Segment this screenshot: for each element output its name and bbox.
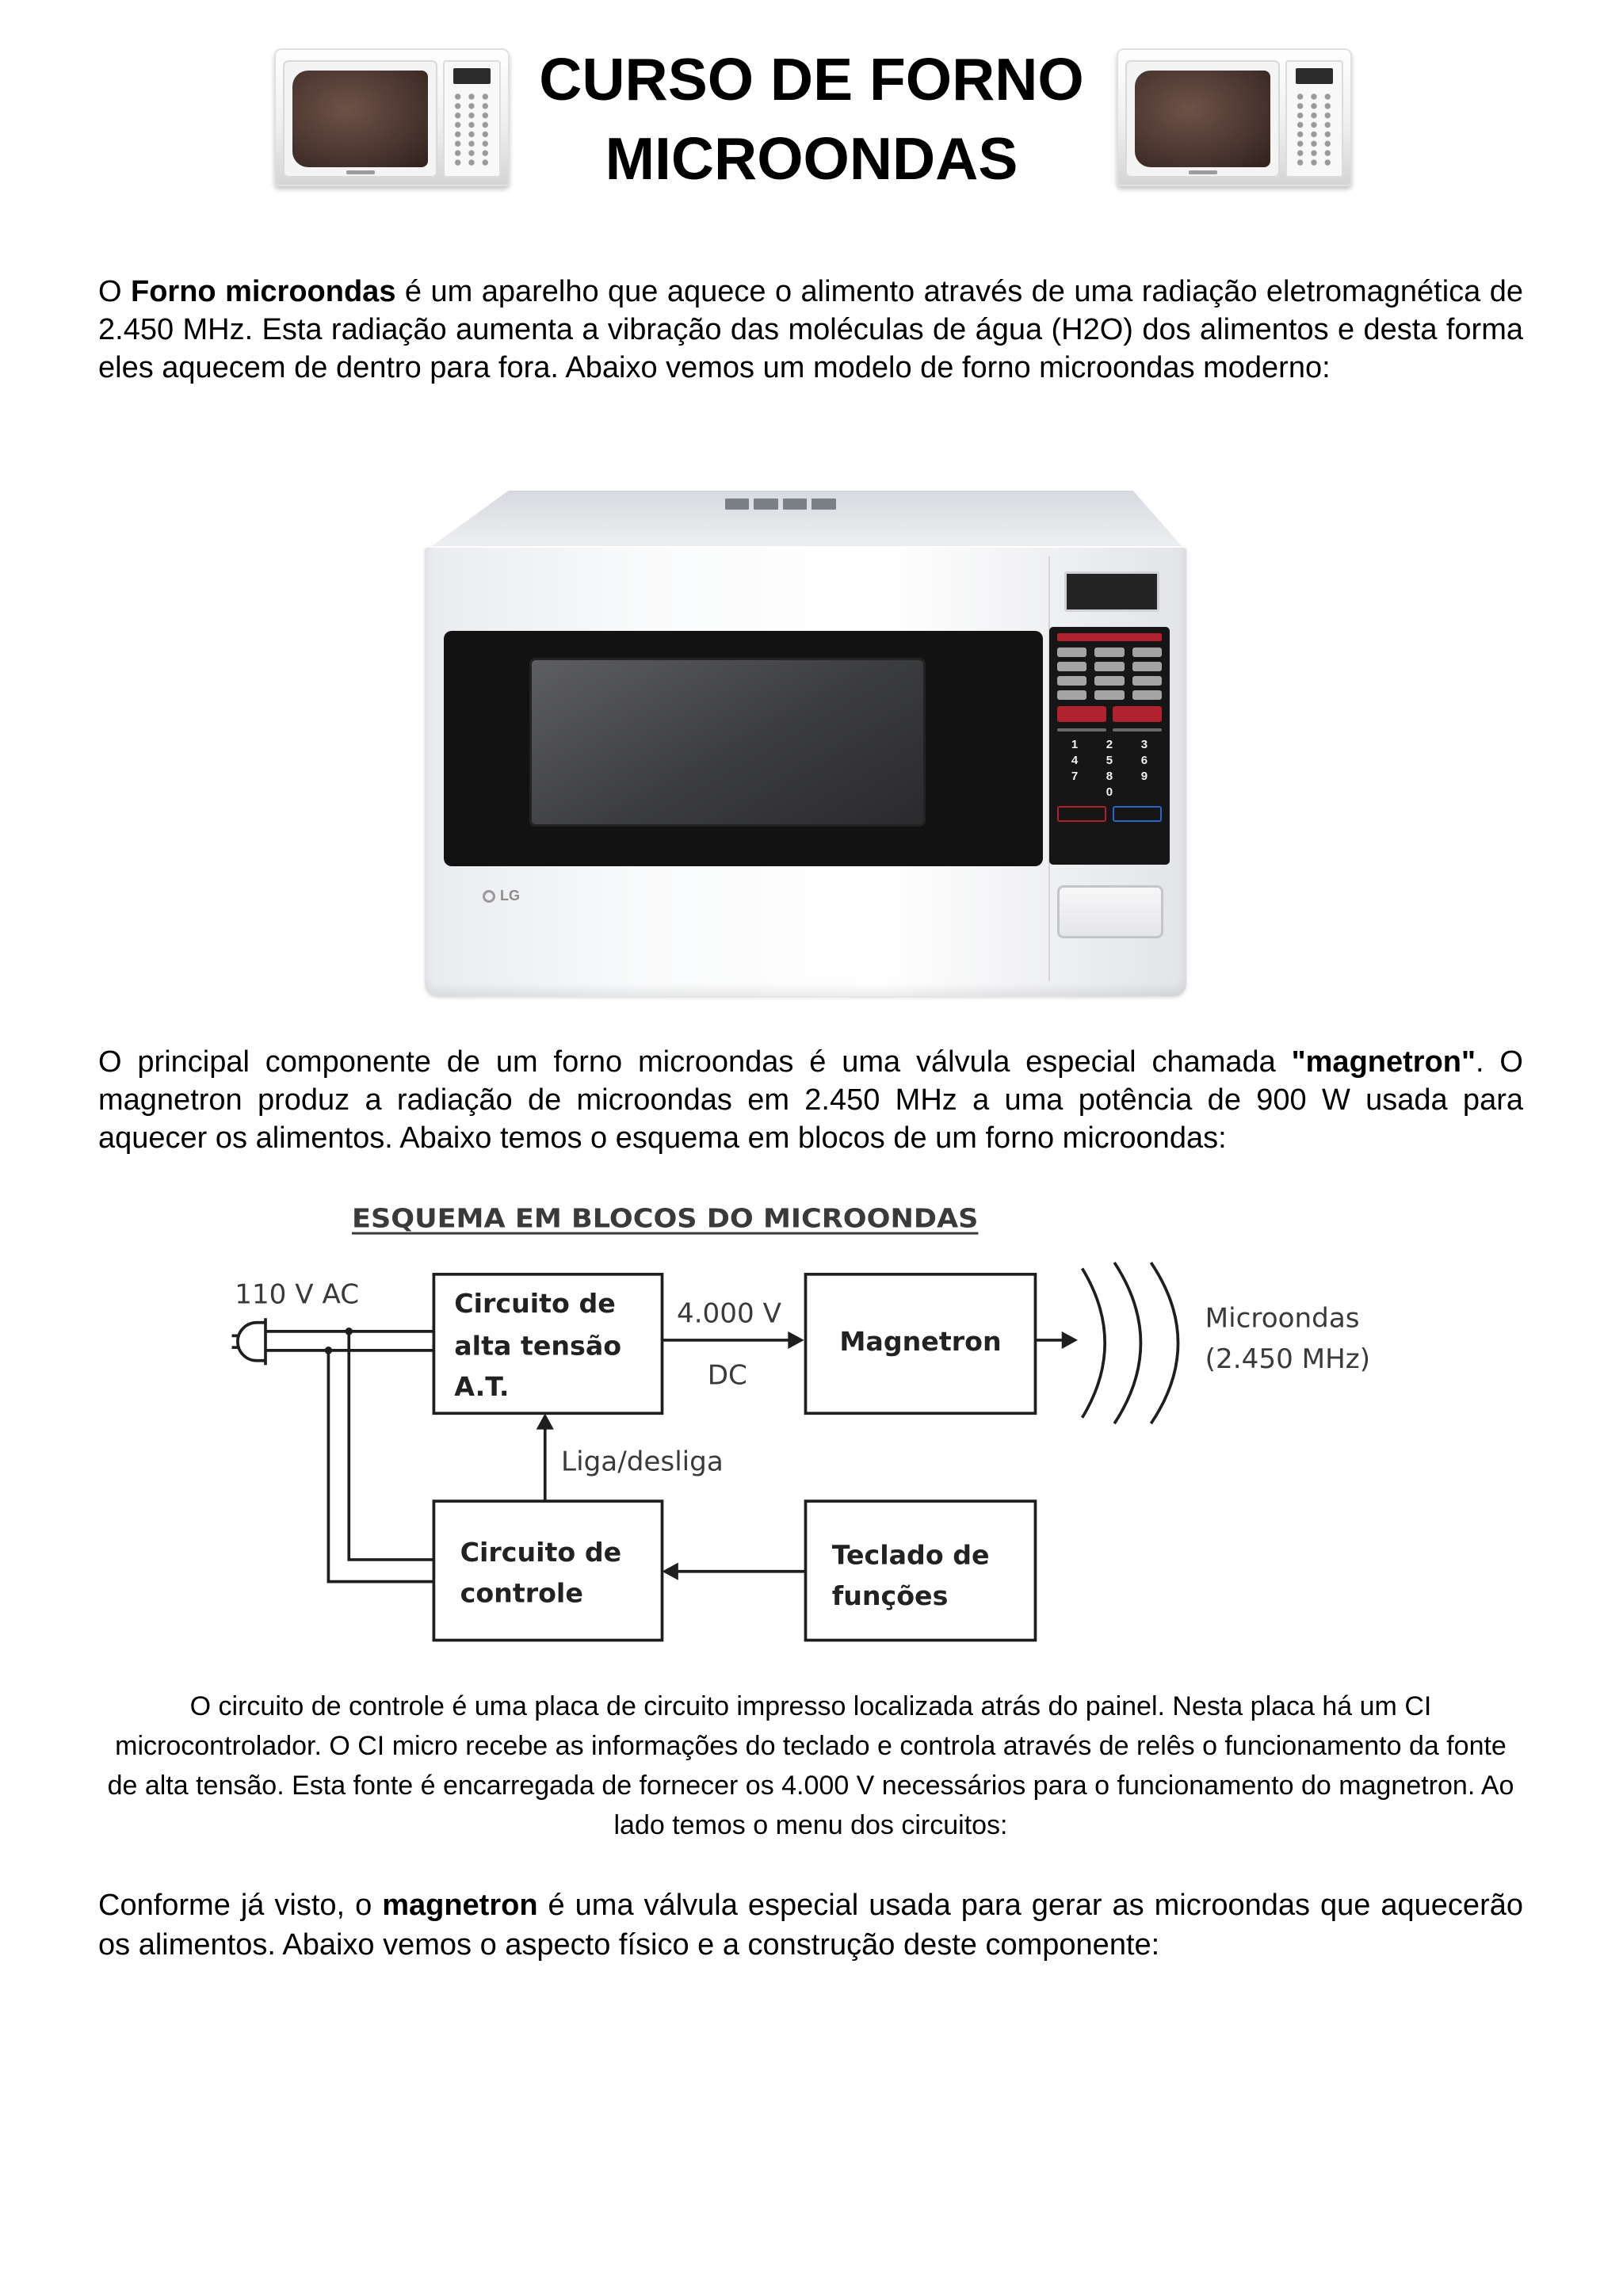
brand-logo-icon (483, 890, 495, 903)
microwave-image-right (1113, 44, 1355, 194)
diagram-title: ESQUEMA EM BLOCOS DO MICROONDAS (351, 1202, 979, 1234)
microwave-window (529, 658, 926, 827)
microwave-control-panel (1285, 60, 1343, 178)
keypad-digit: 0 (1106, 785, 1113, 800)
microwave-keypad (451, 92, 493, 167)
switch-label: Liga/desliga (561, 1446, 724, 1478)
high-voltage-block-label: A.T. (454, 1371, 510, 1403)
current-type-label: DC (707, 1359, 747, 1392)
arrowhead (537, 1413, 554, 1429)
keypad-digit: 6 (1140, 754, 1148, 768)
page-title (507, 40, 1116, 198)
control-block-label: Circuito de (460, 1536, 622, 1568)
keyboard-block-label: funções (831, 1580, 949, 1612)
keypad-digit: 2 (1106, 738, 1113, 752)
keypad-red-button (1113, 706, 1162, 722)
page-title-line-2: MICROONDAS (605, 125, 1018, 192)
arrowhead (663, 1563, 678, 1580)
keypad-function-icon (1132, 676, 1162, 686)
control-block-label: controle (460, 1577, 583, 1609)
page-title-line-1: CURSO DE FORNO (539, 46, 1084, 113)
microwave-window (1135, 71, 1270, 167)
keypad-stop-button (1057, 806, 1106, 822)
magnetron-intro-rest: . O magnetron produz a radiação de microondas em 2.450 MHz a uma potência de 900 W usada para aquecer os alimentos. Abaixo temos o esquema em blocos de um forno microondas: (98, 1045, 1523, 1155)
control-supply-wire-b (328, 1350, 433, 1582)
power-plug-icon (238, 1323, 265, 1361)
keypad-function-icon (1094, 676, 1124, 686)
keypad-bottom-buttons (1057, 806, 1162, 822)
magnetron-detail-lead: Conforme já visto, o (98, 1889, 383, 1922)
intro-text-rest: é um aparelho que aquece o alimento através de uma radiação eletromagnética de 2.450 MHz. Esta radiação aumenta a vibração das moléculas de água (H2O) dos alimentos e desta forma eles aquecem de dentro para fora. Abaixo vemos um modelo de forno microondas moderno: (98, 275, 1524, 384)
output-frequency-label: (2.450 MHz) (1205, 1343, 1371, 1376)
keyboard-block (806, 1501, 1036, 1640)
control-block (433, 1501, 662, 1640)
keypad-digit: 9 (1140, 770, 1148, 784)
keypad-function-icon (1132, 648, 1162, 657)
keyboard-block-label: Teclado de (831, 1539, 990, 1571)
magnetron-detail-rest: é uma válvula especial usada para gerar as microondas que aquecerão os alimentos. Abaixo vemos o aspecto físico e a construção deste componente: (98, 1889, 1523, 1962)
keypad-function-icon (1132, 662, 1162, 671)
keypad-function-icon (1057, 690, 1086, 700)
keypad-start-button (1113, 806, 1162, 822)
microwave-image-left (271, 44, 513, 194)
vent-slot (725, 499, 750, 510)
keypad-function-icon (1094, 690, 1124, 700)
magnetron-detail-paragraph (98, 1885, 1523, 1965)
vent-slot (754, 499, 778, 510)
microwave-display (1296, 68, 1333, 83)
keypad-function-icon (1057, 662, 1086, 671)
vent-slot (812, 499, 836, 510)
microwave-display (1064, 571, 1159, 612)
door-release-button (1057, 885, 1164, 939)
keypad-caption-line (1113, 728, 1162, 732)
intro-paragraph (98, 273, 1523, 387)
keypad-function-icon (1094, 648, 1124, 657)
keypad-function-icon (1094, 662, 1124, 671)
power-input-label: 110 V AC (235, 1278, 360, 1311)
voltage-label: 4.000 V (676, 1297, 781, 1330)
microwave-photo (425, 491, 1186, 996)
microwave-keypad (1293, 92, 1335, 167)
intro-text-bold: Forno microondas (131, 275, 396, 308)
keypad-digit: 5 (1106, 754, 1113, 768)
keypad-digit: 7 (1071, 770, 1079, 784)
keypad-function-icon (1132, 690, 1162, 700)
microwave-window (292, 71, 428, 167)
microwave-wave (1151, 1263, 1178, 1423)
keypad-digit: 8 (1106, 770, 1113, 784)
keypad-header-strip (1057, 633, 1162, 641)
keypad-digit: 4 (1071, 754, 1079, 768)
magnetron-intro-paragraph (98, 1043, 1523, 1157)
output-label: Microondas (1205, 1302, 1360, 1335)
vent-slot (783, 499, 808, 510)
magnetron-block-label: Magnetron (839, 1325, 1002, 1357)
high-voltage-block-label: alta tensão (454, 1330, 622, 1362)
keypad-caption-lines (1057, 728, 1162, 732)
magnetron-intro-bold: "magnetron" (1291, 1045, 1476, 1079)
keypad-function-icon (1057, 676, 1086, 686)
microwave-badge (346, 170, 376, 175)
arrowhead (788, 1331, 804, 1349)
keypad-digits (1057, 738, 1162, 800)
magnetron-intro-lead: O principal componente de um forno microondas é uma válvula especial chamada (98, 1045, 1292, 1079)
microwave-keypad (1049, 627, 1170, 865)
keypad-digit: 3 (1140, 738, 1148, 752)
keypad-function-icons (1057, 648, 1162, 700)
brand-logo-text: LG (500, 888, 521, 904)
control-circuit-paragraph: O circuito de controle é uma placa de circuito impresso localizada atrás do painel. Nesta placa há um CI microcontrolador. O CI micro recebe as informações do teclado e controla através de relês o funcionamento da fonte de alta tensão. Esta fonte é encarregada de fornecer os 4.000 V necessários para o funcionamento do magnetron. Ao lado temos o menu dos circuitos: (107, 1691, 1514, 1840)
keypad-red-button (1057, 706, 1106, 722)
brand-logo (483, 888, 520, 904)
magnetron-detail-bold: magnetron (382, 1889, 538, 1922)
keypad-function-icon (1057, 648, 1086, 657)
keypad-caption-line (1057, 728, 1106, 732)
microwave-wave (1114, 1263, 1140, 1423)
intro-text-lead: O (98, 275, 131, 308)
keypad-red-buttons (1057, 706, 1162, 722)
arrowhead (1062, 1331, 1078, 1349)
control-supply-wire-a (349, 1331, 433, 1560)
microwave-display (453, 68, 491, 83)
keypad-digit: 1 (1071, 738, 1079, 752)
high-voltage-block-label: Circuito de (454, 1287, 616, 1319)
microwave-wave (1083, 1268, 1106, 1417)
block-diagram (220, 1186, 1392, 1655)
microwave-badge (1189, 170, 1218, 175)
microwave-control-panel (443, 60, 501, 178)
